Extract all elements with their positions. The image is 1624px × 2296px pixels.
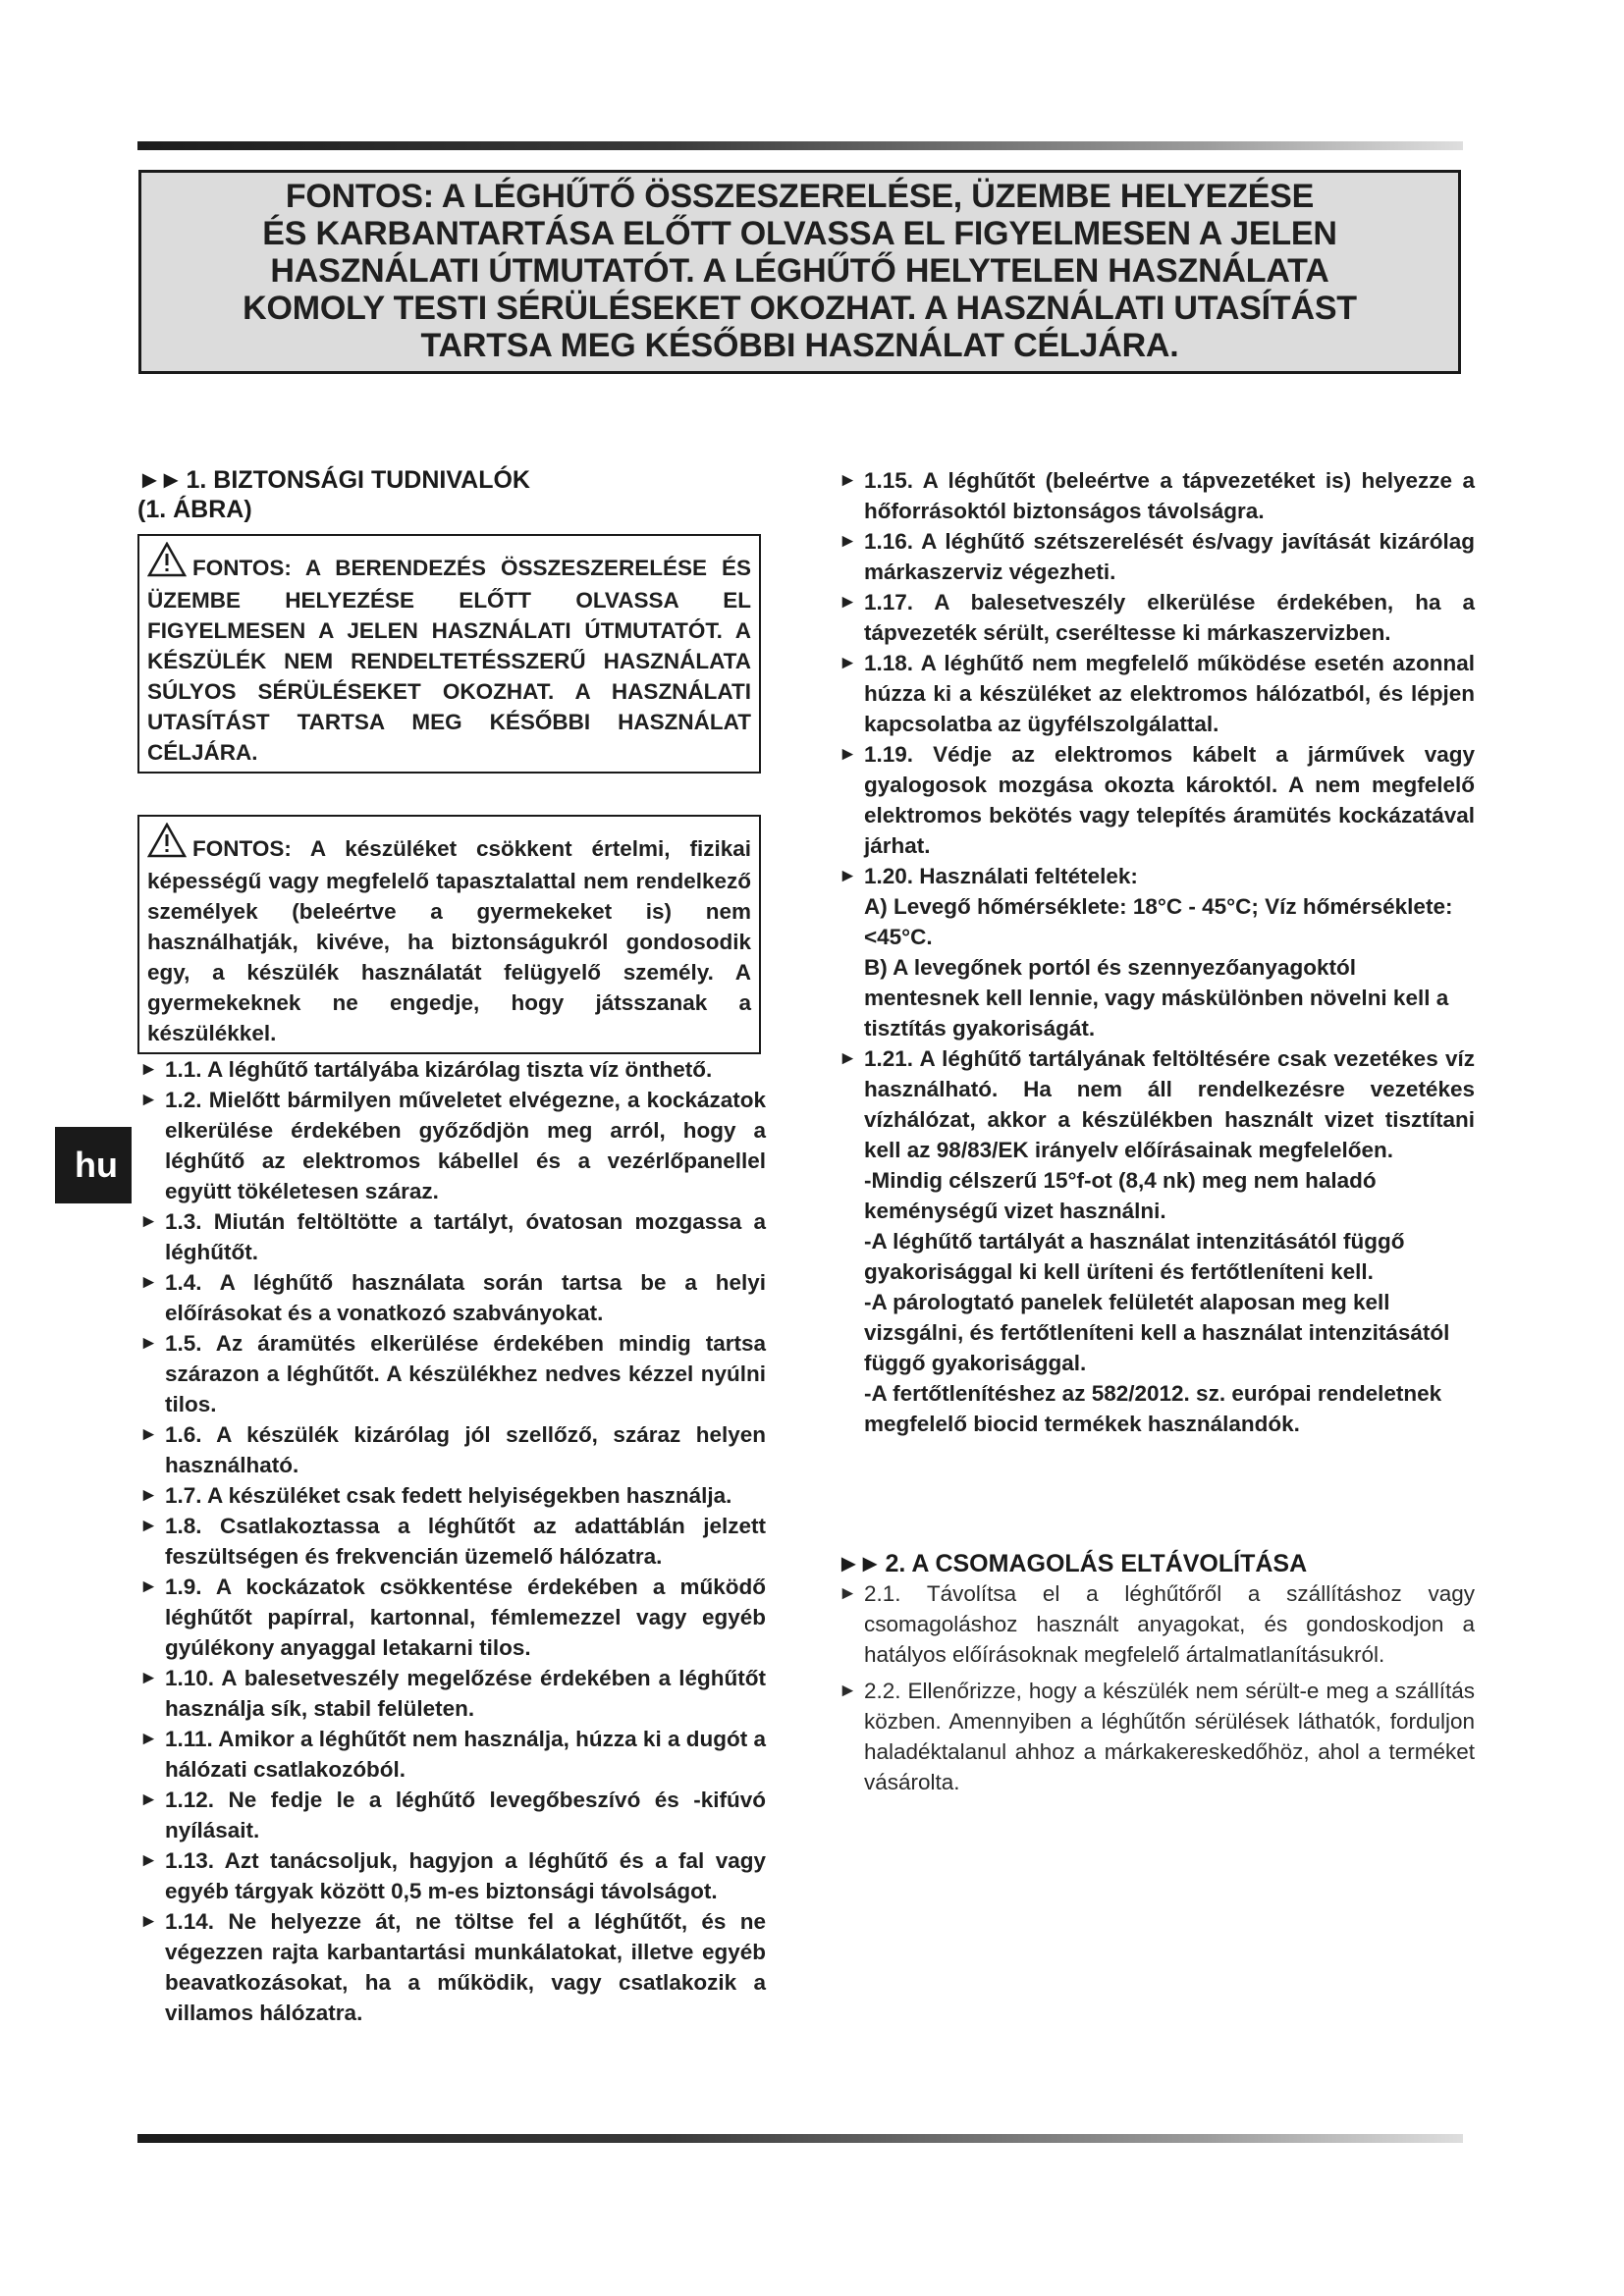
notice-2-text: FONTOS: A készüléket csökkent értelmi, fizikai képességű vagy megfelelő tapasztalattal nem rendelkező személyek (beleértve a gyermekeket is) nem használhatják, kivéve, ha biztonságukról gondosodik egy, a készülék használatát felügyelő személy. A gyermekeknek ne engedje, hogy játsszanak a készülékkel. (147, 836, 751, 1045)
list-item: ► 1.20. Használati feltételek: (839, 864, 1138, 888)
list-item: ► 1.3. Miután feltöltötte a tartályt, óvatosan mozgassa a léghűtőt. (139, 1209, 766, 1264)
section-1-title: ►► 1. BIZTONSÁGI TUDNIVALÓK (137, 466, 530, 494)
list-item: ► 1.13. Azt tanácsoljuk, hagyjon a léghűtő és a fal vagy egyéb tárgyak között 0,5 m-es biztonsági távolságot. (139, 1848, 766, 1903)
sub-item: -A párologtató panelek felületét alaposan meg kell vizsgálni, és fertőtleníteni kell a használat intenzitásától függő gyakorisággal. (864, 1290, 1450, 1375)
list-item: ► 1.21. A léghűtő tartályának feltöltésére csak vezetékes víz használható. Ha nem áll rendelkezésre vezetékes vízhálózat, akkor a készülékben használt vizet tisztítani kell az 98/83/EK irányelv előírásainak megfelelően. (839, 1046, 1475, 1162)
top-rule (137, 141, 1463, 150)
warning-triangle-icon (147, 823, 187, 866)
right-column (837, 465, 1475, 1797)
left-column (137, 465, 766, 2028)
list-item: ► 1.7. A készüléket csak fedett helyiségekben használja. (139, 1483, 732, 1508)
header-warning-line: FONTOS: A LÉGHŰTŐ ÖSSZESZERELÉSE, ÜZEMBE HELYEZÉSE (285, 178, 1315, 215)
header-warning-line: ÉS KARBANTARTÁSA ELŐTT OLVASSA EL FIGYELMESEN A JELEN (262, 215, 1337, 252)
list-item: ► 1.12. Ne fedje le a léghűtő levegőbeszívó és -kifúvó nyílásait. (139, 1788, 766, 1842)
header-warning-line: TARTSA MEG KÉSŐBBI HASZNÁLAT CÉLJÁRA. (420, 327, 1179, 364)
section-1-subtitle: (1. ÁBRA) (137, 496, 252, 523)
list-item: ► 1.11. Amikor a léghűtőt nem használja, húzza ki a dugót a hálózati csatlakozóból. (139, 1727, 766, 1782)
list-item: ► 1.16. A léghűtő szétszerelését és/vagy javítását kizárólag márkaszerviz végezheti. (839, 529, 1475, 584)
warning-triangle-icon (147, 542, 187, 585)
list-item: ► 1.5. Az áramütés elkerülése érdekében mindig tartsa szárazon a léghűtőt. A készülékhez nedves kézzel nyúlni tilos. (139, 1331, 766, 1416)
list-item: ► 1.15. A léghűtőt (beleértve a tápvezetéket is) helyezze a hőforrásoktól biztonságos távolságra. (839, 468, 1475, 523)
list-item: ► 1.9. A kockázatok csökkentése érdekében a működő léghűtőt papírral, kartonnal, fémlemezzel vagy egyéb gyúlékony anyaggal letakarni tilos. (139, 1575, 766, 1660)
notice-box-2 (137, 815, 761, 1054)
section-2-title: ►► 2. A CSOMAGOLÁS ELTÁVOLÍTÁSA (837, 1550, 1308, 1577)
list-item: ► 1.1. A léghűtő tartályába kizárólag tiszta víz önthető. (139, 1057, 713, 1082)
language-tab: hu (55, 1127, 132, 1203)
list-item: ► 1.18. A léghűtő nem megfelelő működése esetén azonnal húzza ki a készüléket az elektromos hálózatból, és lépjen kapcsolatba az ügyfélszolgálattal. (839, 651, 1475, 736)
header-warning-box (138, 170, 1461, 374)
list-item: ► 1.2. Mielőtt bármilyen műveletet elvégezne, a kockázatok elkerülése érdekében győződjön meg arról, hogy a léghűtő az elektromos kábellel és a vezérlőpanellel együtt tökéletesen száraz. (139, 1088, 766, 1203)
list-item: ► 1.17. A balesetveszély elkerülése érdekében, ha a tápvezeték sérült, cseréltesse ki márkaszervizben. (839, 590, 1475, 645)
list-item: ► 1.8. Csatlakoztassa a léghűtőt az adattáblán jelzett feszültségen és frekvencián üzemelő hálózatra. (139, 1514, 766, 1569)
double-arrow-icon: ►► (137, 466, 181, 494)
list-item: ► 2.1. Távolítsa el a léghűtőről a szállításhoz vagy csomagoláshoz használt anyagokat, és gondoskodjon a hatályos előírásoknak megfelelő ártalmatlanításukról. (839, 1581, 1475, 1667)
sub-item: -Mindig célszerű 15°f-ot (8,4 nk) meg nem haladó keménységű vizet használni. (864, 1168, 1377, 1223)
conditions-b: B) A levegőnek portól és szennyezőanyagoktól mentesnek kell lennie, vagy máskülönben növelni kell a tisztítás gyakoriságát. (864, 955, 1449, 1041)
list-item: ► 1.19. Védje az elektromos kábelt a járművek vagy gyalogosok mozgása okozta károktól. A nem megfelelő elektromos bekötés vagy telepítés áramütés kockázatával járhat. (839, 742, 1475, 858)
sub-item: -A fertőtlenítéshez az 582/2012. sz. európai rendeletnek megfelelő biocid termékek használandók. (864, 1381, 1442, 1436)
list-item: ► 1.4. A léghűtő használata során tartsa be a helyi előírásokat és a vonatkozó szabványokat. (139, 1270, 766, 1325)
list-item: ► 1.14. Ne helyezze át, ne töltse fel a léghűtőt, és ne végezzen rajta karbantartási munkálatokat, illetve egyéb beavatkozásokat, ha a működik, vagy csatlakozik a villamos hálózatra. (139, 1909, 766, 2025)
list-item: ► 1.10. A balesetveszély megelőzése érdekében a léghűtőt használja sík, stabil felületen. (139, 1666, 766, 1721)
list-item: ► 2.2. Ellenőrizze, hogy a készülék nem sérült-e meg a szállítás közben. Amennyiben a léghűtőn sérülések láthatók, forduljon haladéktalanul ahhoz a márkakereskedőhöz, ahol a terméket vásárolta. (839, 1679, 1475, 1794)
header-warning-line: HASZNÁLATI ÚTMUTATÓT. A LÉGHŰTŐ HELYTELEN HASZNÁLATA (270, 252, 1329, 290)
bottom-rule (137, 2134, 1463, 2143)
notice-box-1 (137, 534, 761, 774)
notice-1-text: FONTOS: A BERENDEZÉS ÖSSZESZERELÉSE ÉS ÜZEMBE HELYEZÉSE ELŐTT OLVASSA EL FIGYELMESEN A JELEN HASZNÁLATI ÚTMUTATÓT. A KÉSZÜLÉK NEM RENDELTETÉSSZERŰ HASZNÁLATA SÚLYOS SÉRÜLÉSEKET OKOZHAT. A HASZNÁLATI UTASÍTÁST TARTSA MEG KÉSŐBBI HASZNÁLAT CÉLJÁRA. (147, 556, 751, 765)
conditions-a: A) Levegő hőmérséklete: 18°C - 45°C; Víz hőmérséklete: <45°C. (864, 894, 1453, 949)
header-warning-line: KOMOLY TESTI SÉRÜLÉSEKET OKOZHAT. A HASZNÁLATI UTASÍTÁST (243, 290, 1357, 327)
list-item: ► 1.6. A készülék kizárólag jól szellőző, száraz helyen használható. (139, 1422, 766, 1477)
sub-item: -A léghűtő tartályát a használat intenzitásától függő gyakorisággal ki kell üríteni és fertőtleníteni kell. (864, 1229, 1405, 1284)
double-arrow-icon: ►► (837, 1550, 880, 1577)
